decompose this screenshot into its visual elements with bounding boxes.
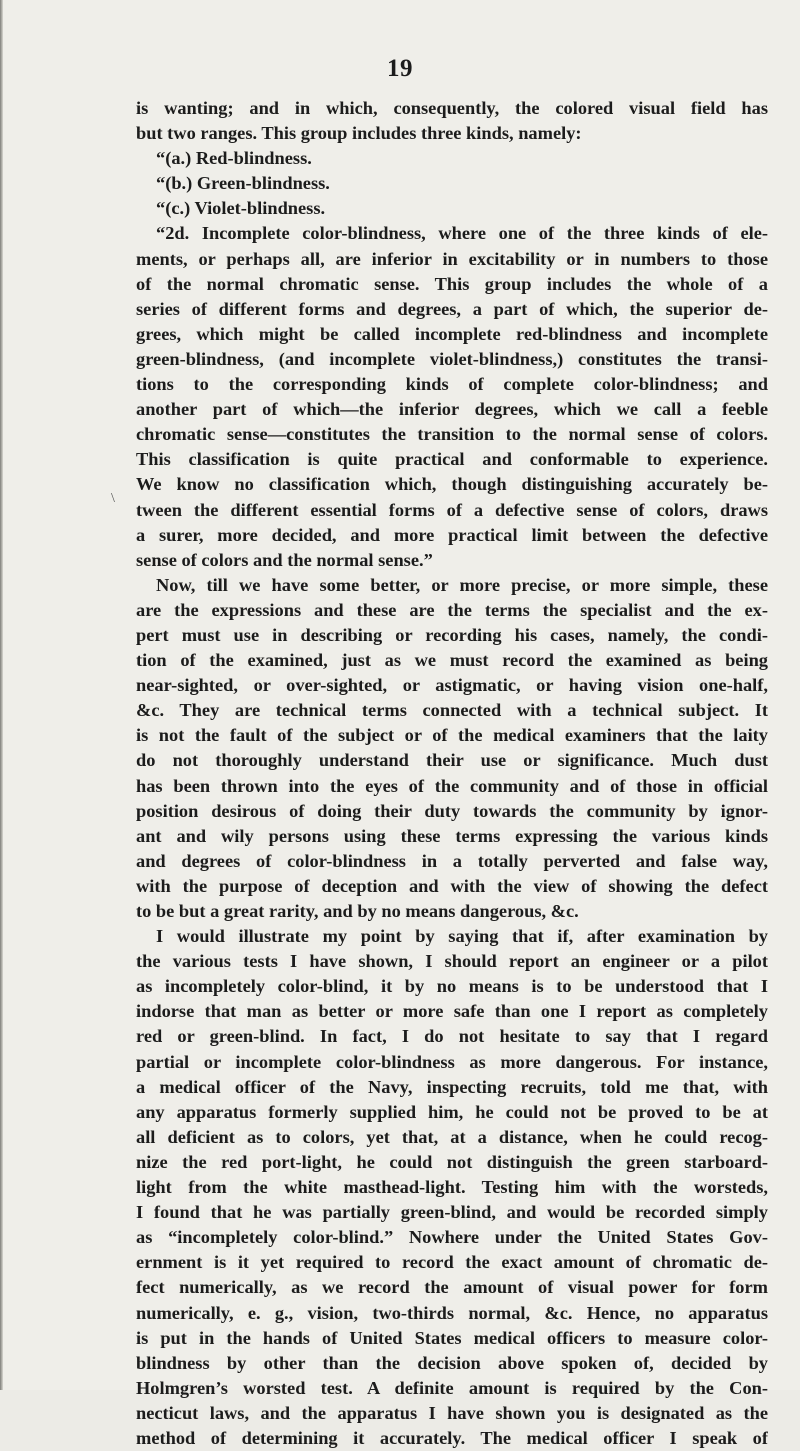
text-line: partial or incomplete color-blindness as more dangerous. For instance, bbox=[136, 1051, 768, 1072]
text-line: “(a.) Red-blindness. bbox=[156, 148, 312, 169]
text-line: of the normal chromatic sense. This group includes the whole of a bbox=[136, 273, 768, 294]
text-line: Holmgren’s worsted test. A definite amount is required by the Con- bbox=[136, 1377, 768, 1398]
text-line: chromatic sense—constitutes the transition to the normal sense of colors. bbox=[136, 424, 768, 445]
text-line: ments, or perhaps all, are inferior in excitability or in numbers to those bbox=[136, 248, 768, 269]
text-line: light from the white masthead-light. Testing him with the worsteds, bbox=[136, 1177, 768, 1198]
text-line: tion of the examined, just as we must record the examined as being bbox=[136, 650, 768, 671]
text-line: series of different forms and degrees, a part of which, the superior de- bbox=[136, 298, 768, 319]
text-line: to be but a great rarity, and by no means dangerous, &c. bbox=[136, 901, 579, 921]
text-line: as incompletely color-blind, it by no means is to be understood that I bbox=[136, 976, 768, 997]
text-line: and degrees of color-blindness in a totally perverted and false way, bbox=[136, 850, 768, 871]
text-line: ant and wily persons using these terms expressing the various kinds bbox=[136, 825, 768, 846]
text-line: the various tests I have shown, I should report an engineer or a pilot bbox=[136, 951, 768, 972]
text-line: red or green-blind. In fact, I do not hesitate to say that I regard bbox=[136, 1026, 768, 1047]
text-line: I found that he was partially green-blind, and would be recorded simply bbox=[136, 1202, 768, 1223]
text-line: as “incompletely color-blind.” Nowhere under the United States Gov- bbox=[136, 1227, 768, 1248]
text-line: method of determining it accurately. The medical officer I speak of bbox=[136, 1427, 768, 1448]
text-line: any apparatus formerly supplied him, he could not be proved to be at bbox=[136, 1101, 768, 1122]
text-line: fect numerically, as we record the amount of visual power for form bbox=[136, 1277, 768, 1298]
text-line: Now, till we have some better, or more precise, or more simple, these bbox=[156, 574, 768, 595]
page-number: 19 bbox=[387, 55, 413, 82]
text-line: is put in the hands of United States medical officers to measure color- bbox=[136, 1327, 768, 1348]
text-line: a medical officer of the Navy, inspecting recruits, told me that, with bbox=[136, 1076, 768, 1097]
text-line: necticut laws, and the apparatus I have shown you is designated as the bbox=[136, 1402, 768, 1423]
body-text bbox=[136, 96, 768, 1451]
text-line: tween the different essential forms of a defective sense of colors, draws bbox=[136, 499, 768, 520]
text-line: nize the red port-light, he could not distinguish the green starboard- bbox=[136, 1151, 768, 1172]
text-line: a surer, more decided, and more practical limit between the defective bbox=[136, 524, 768, 545]
margin-pencil-mark: \ bbox=[111, 491, 115, 506]
text-line: position desirous of doing their duty towards the community by ignor- bbox=[136, 800, 768, 821]
text-line: grees, which might be called incomplete red-blindness and incomplete bbox=[136, 323, 768, 344]
text-line: This classification is quite practical and conformable to experience. bbox=[136, 449, 768, 470]
text-line: blindness by other than the decision above spoken of, decided by bbox=[136, 1352, 768, 1373]
text-line: near-sighted, or over-sighted, or astigmatic, or having vision one-half, bbox=[136, 675, 768, 696]
text-line: green-blindness, (and incomplete violet-blindness,) constitutes the transi- bbox=[136, 348, 768, 369]
text-line: is not the fault of the subject or of the medical examiners that the laity bbox=[136, 725, 768, 746]
text-line: pert must use in describing or recording his cases, namely, the condi- bbox=[136, 624, 768, 645]
text-line: indorse that man as better or more safe than one I report as completely bbox=[136, 1001, 768, 1022]
text-line: but two ranges. This group includes three kinds, namely: bbox=[136, 123, 582, 144]
text-line: sense of colors and the normal sense.” bbox=[136, 549, 433, 570]
text-line: do not thoroughly understand their use or significance. Much dust bbox=[136, 750, 768, 771]
text-line: with the purpose of deception and with the view of showing the defect bbox=[136, 875, 768, 896]
text-line: ernment is it yet required to record the exact amount of chromatic de- bbox=[136, 1252, 768, 1273]
page-gutter-shadow bbox=[0, 0, 3, 1390]
text-line: &c. They are technical terms connected with a technical subject. It bbox=[136, 700, 768, 721]
text-line: “(c.) Violet-blindness. bbox=[156, 198, 326, 219]
text-line: all deficient as to colors, yet that, at a distance, when he could recog- bbox=[136, 1126, 768, 1147]
text-line: another part of which—the inferior degrees, which we call a feeble bbox=[136, 399, 768, 420]
text-line: are the expressions and these are the terms the specialist and the ex- bbox=[136, 599, 768, 620]
text-line: I would illustrate my point by saying that if, after examination by bbox=[156, 926, 768, 947]
text-line: is wanting; and in which, consequently, the colored visual field has bbox=[136, 98, 768, 118]
text-line: numerically, e. g., vision, two-thirds normal, &c. Hence, no apparatus bbox=[136, 1302, 768, 1323]
text-line: tions to the corresponding kinds of complete color-blindness; and bbox=[136, 374, 768, 395]
text-line: “(b.) Green-blindness. bbox=[156, 173, 330, 194]
text-line: has been thrown into the eyes of the community and of those in official bbox=[136, 775, 768, 796]
text-line: “2d. Incomplete color-blindness, where one of the three kinds of ele- bbox=[156, 223, 768, 244]
text-line: We know no classification which, though distinguishing accurately be- bbox=[136, 474, 768, 495]
